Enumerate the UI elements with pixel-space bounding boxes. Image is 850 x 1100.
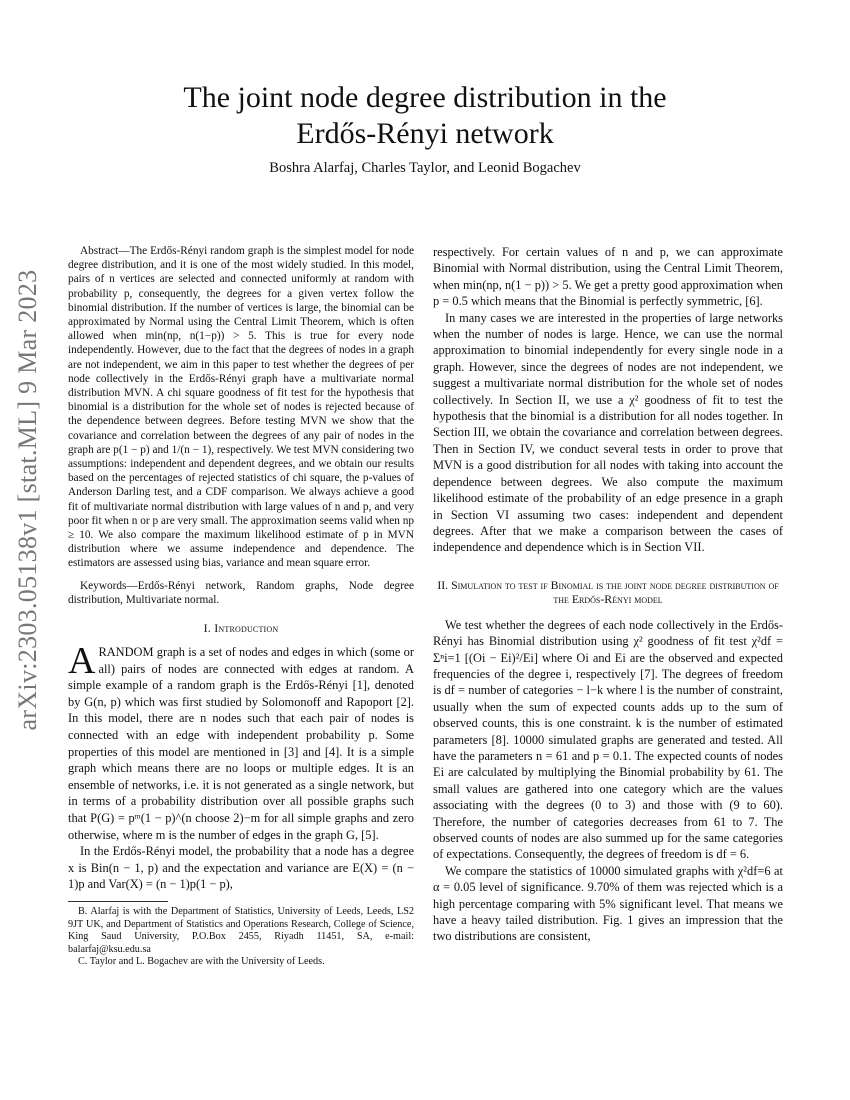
right-paragraph-4: We compare the statistics of 10000 simulated graphs with χ²df=6 at α = 0.05 level of significance. 9.70% of them was rejected which is a high percentage comparing with 5% significant level. That means we have a heavy tailed distribution. Fig. 1 gives an impression that the two distributions are consistent, xyxy=(433,863,783,944)
footnote-coauthors: C. Taylor and L. Bogachev are with the University of Leeds. xyxy=(78,956,325,968)
intro-paragraph-1-text: RANDOM graph is a set of nodes and edges in which (some or all) pairs of nodes are connected with edges at random. A simple example of a random graph is the Erdős-Rényi [1], denoted by G(n, p) which was first studied by Solomonoff and Rapoport [2]. In this model, there are n nodes such that each pair of nodes is connected with an edge with independent probability p. Some properties of this model are mentioned in [3] and [4]. It is a simple graph which means there are no loops or multiple edges. It is an ensemble of networks, i.e. it is not generated as a single network, but in terms of a probability distribution over all possible graphs such that P(G) = pᵐ(1 − p)^(n choose 2)−m for all simple graphs and zero otherwise, where m is the number of edges in the graph G, [5]. xyxy=(68,645,414,842)
right-paragraph-1: respectively. For certain values of n and p, we can approximate Binomial with Normal distribution, using the Central Limit Theorem, when min(np, n(1 − p)) > 5. We get a pretty good approximation when p = 0.5 which means that the Binomial is perfectly symmetric, [6]. xyxy=(433,245,783,309)
title-line-1: The joint node degree distribution in the xyxy=(183,81,667,114)
paper-title xyxy=(70,80,780,152)
footnote-author-affiliation: B. Alarfaj is with the Department of Statistics, University of Leeds, Leeds, LS2 9JT UK, and Department of Statistics and Operations Research, College of Science, King Saud University, P.O.Box 2455, Riyadh 11451, SA, e-mail: balarfaj@ksu.edu.sa xyxy=(68,905,414,955)
right-column xyxy=(433,244,783,945)
arxiv-stamp xyxy=(8,269,48,731)
footnote-divider xyxy=(68,901,168,902)
right-paragraph-3: We test whether the degrees of each node collectively in the Erdős-Rényi has Binomial distribution using χ² goodness of fit test χ²df = Σⁿi=1 [(Oi − Ei)²/Ei] where Oi and Ei are the observed and expected frequencies of the degree i, respectively [7]. The degrees of freedom is df = number of categories − l−k where l is the number of constraint, usually when the sum of expected counts adds up to the sum of observed counts, this is one constraint. k is the number of estimated parameters [8]. 10000 simulated graphs are generated and tested. All have the parameters n = 61 and p = 0.1. The expected counts of nodes Ei are calculated by multiplying the Binomial probability by 61. The small values are gathered into one category which are the values associating with the degrees (0 to 3) and those with (9 to 60). Therefore, the number of categories decreases from 61 to 7. The observed counts of nodes are also summed up for the same categories of expectations. Consequently, the degrees of freedom is df = 6. xyxy=(433,617,783,862)
section-heading-simulation: II. Simulation to test if Binomial is the joint node degree distribution of the Erdős-Rényi model xyxy=(437,577,779,607)
drop-cap: A xyxy=(68,640,96,683)
left-column xyxy=(68,244,414,969)
title-line-2: Erdős-Rényi network xyxy=(296,117,554,150)
abstract: Abstract—The Erdős-Rényi random graph is the simplest model for node degree distribution, and it is one of the most widely studied. In this model, pairs of n vertices are selected and connected uniformly at random with probability p, consequently, the degrees for a given vertex follow the binomial distribution. If the number of vertices is large, the binomial can be approximated by Normal using the Central Limit Theorem, which is often allowed when min(np, n(1−p)) > 5. This is true for every node independently. However, due to the fact that the degrees of nodes in a graph are not independent, we aim in this paper to test whether the degrees of per node collectively in the Erdős-Rényi graph have a multivariate normal distribution MVN. A chi square goodness of fit test for the hypothesis that binomial is a distribution for the whole set of nodes is rejected because of the dependence between degrees. Before testing MVN we show that the covariance and correlation between the degrees of any pair of nodes in the graph are p(1 − p) and 1/(n − 1), respectively. We test MVN considering two assumptions: independent and dependent degrees, and we obtain our results based on the percentages of rejected statistics of chi square, the p-values of Anderson Darling test, and a CDF comparison. We always achieve a good fit of multivariate normal distribution with large values of n and p, and very poor fit when n or p are very small. The approximation seems valid when np ≥ 10. We also compare the maximum likelihood estimate of p in MVN distribution where we assume independence and dependence. The estimators are assessed using bias, variance and mean square error. xyxy=(68,245,414,570)
section-heading-introduction: I. Introduction xyxy=(203,621,279,636)
keywords: Keywords—Erdős-Rényi network, Random graphs, Node degree distribution, Multivariate normal. xyxy=(68,579,414,606)
intro-paragraph-1 xyxy=(68,640,414,843)
right-paragraph-2: In many cases we are interested in the properties of large networks when the number of nodes is large. Hence, we can use the normal approximation to binomial independently for every single node in a graph. However, since the degrees of nodes are not independent, we suggest a multivariate normal distribution for the whole set of nodes collectively. In Section II, we use a χ² goodness of fit to test the hypothesis that the binomial is a distribution for all nodes together. In Section III, we obtain the covariance and correlation between degrees. Then in Section IV, we conduct several tests in order to prove that MVN is a good distribution for all nodes with taking into account the dependence between degrees. We also compute the maximum likelihood estimate of the probability of an edge presence in a graph in Section VI assuming two cases: independent and dependent degrees. After that we make a comparison between the cases of independence and dependence which is in Section VII. xyxy=(433,310,783,555)
arxiv-identifier: arXiv:2303.05138v1 [stat.ML] 9 Mar 2023 xyxy=(13,269,42,731)
authors: Boshra Alarfaj, Charles Taylor, and Leonid Bogachev xyxy=(269,160,581,176)
intro-paragraph-2: In the Erdős-Rényi model, the probability that a node has a degree x is Bin(n − 1, p) and the expectation and variance are E(X) = (n − 1)p and Var(X) = (n − 1)p(1 − p), xyxy=(68,844,414,892)
